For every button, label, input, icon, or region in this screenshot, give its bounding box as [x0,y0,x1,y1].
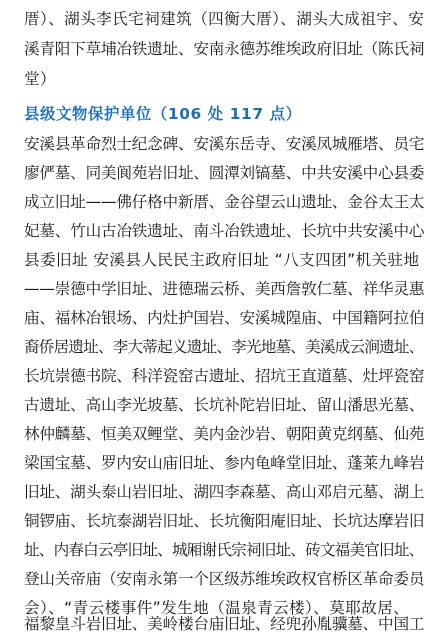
body-line: 廖俨墓、同美阆苑岩旧址、圆潭刘镐墓、中共安溪中心县委 [24,164,425,182]
body-line: 安溪县革命烈士纪念碑、安溪东岳寺、安溪凤城雁塔、员宅 [24,135,425,153]
intro-line: 溪青阳下草埔冶铁遗址、安南永德苏维埃政府旧址（陈氏祠 [24,40,425,58]
body-line: 铜锣庙、长坑泰湖岩旧址、长坑衡阳庵旧址、长坑达摩岩旧 [24,512,425,530]
body-line: 梁国宝墓、罗内安山庙旧址、参内龟峰堂旧址、蓬莱九峰岩 [24,454,425,472]
body-line: 县委旧址 安溪县人民民主政府旧址 “八支四团”机关驻地 [24,251,420,269]
body-line: 长坑崇德书院、科洋瓷窑古遗址、招坑王直道墓、灶坪瓷窑 [24,367,425,385]
body-line: 福黎皇斗岩旧址、美岭楼台庙旧址、经兜孙胤骥墓、中国工 [24,615,425,633]
body-line: 林仲麟墓、恒美双鲤堂、美内金沙岩、朝阳黄克纲墓、仙苑 [24,425,425,443]
body-line: 裔侨居遗址、李大蒂起义遗址、李光地墓、美溪成云涧遗址、 [24,338,424,356]
body-line: 庙、福林冶银场、内灶护国岩、安溪城隍庙、中国籍阿拉伯 [24,309,425,327]
body-line: 旧址、湖头泰山岩旧址、湖四李森墓、高山邓启元墓、湖上 [24,483,425,501]
intro-line: 厝）、湖头李氏宅祠建筑（四衡大厝）、湖头大成祖宇、安 [24,10,425,28]
body-line: ——崇德中学旧址、进德瑞云桥、美西詹敦仁墓、祥华灵惠 [24,280,425,298]
body-line: 址、内春白云亭旧址、城厢谢氏宗祠旧址、砖文福美官旧址、 [24,541,424,559]
body-line: 妃墓、竹山古冶铁遗址、南斗冶铁遗址、长坑中共安溪中心 [24,222,425,240]
body-line: 成立旧址——佛仔格中新厝、金谷望云山遗址、金谷太王太 [24,193,425,211]
section-heading: 县级文物保护单位（106 处 117 点） [24,105,302,123]
body-line: 古遗址、高山李光坡墓、长坑补陀岩旧址、留山潘思光墓、 [24,396,425,414]
body-line: 登山关帝庙（安南永第一个区级苏维埃政权官桥区革命委员 [24,570,425,588]
body-line: 会）、“青云楼事件”发生地（温泉青云楼）、莫耶故居、 [24,599,410,617]
intro-line: 堂） [24,70,56,88]
